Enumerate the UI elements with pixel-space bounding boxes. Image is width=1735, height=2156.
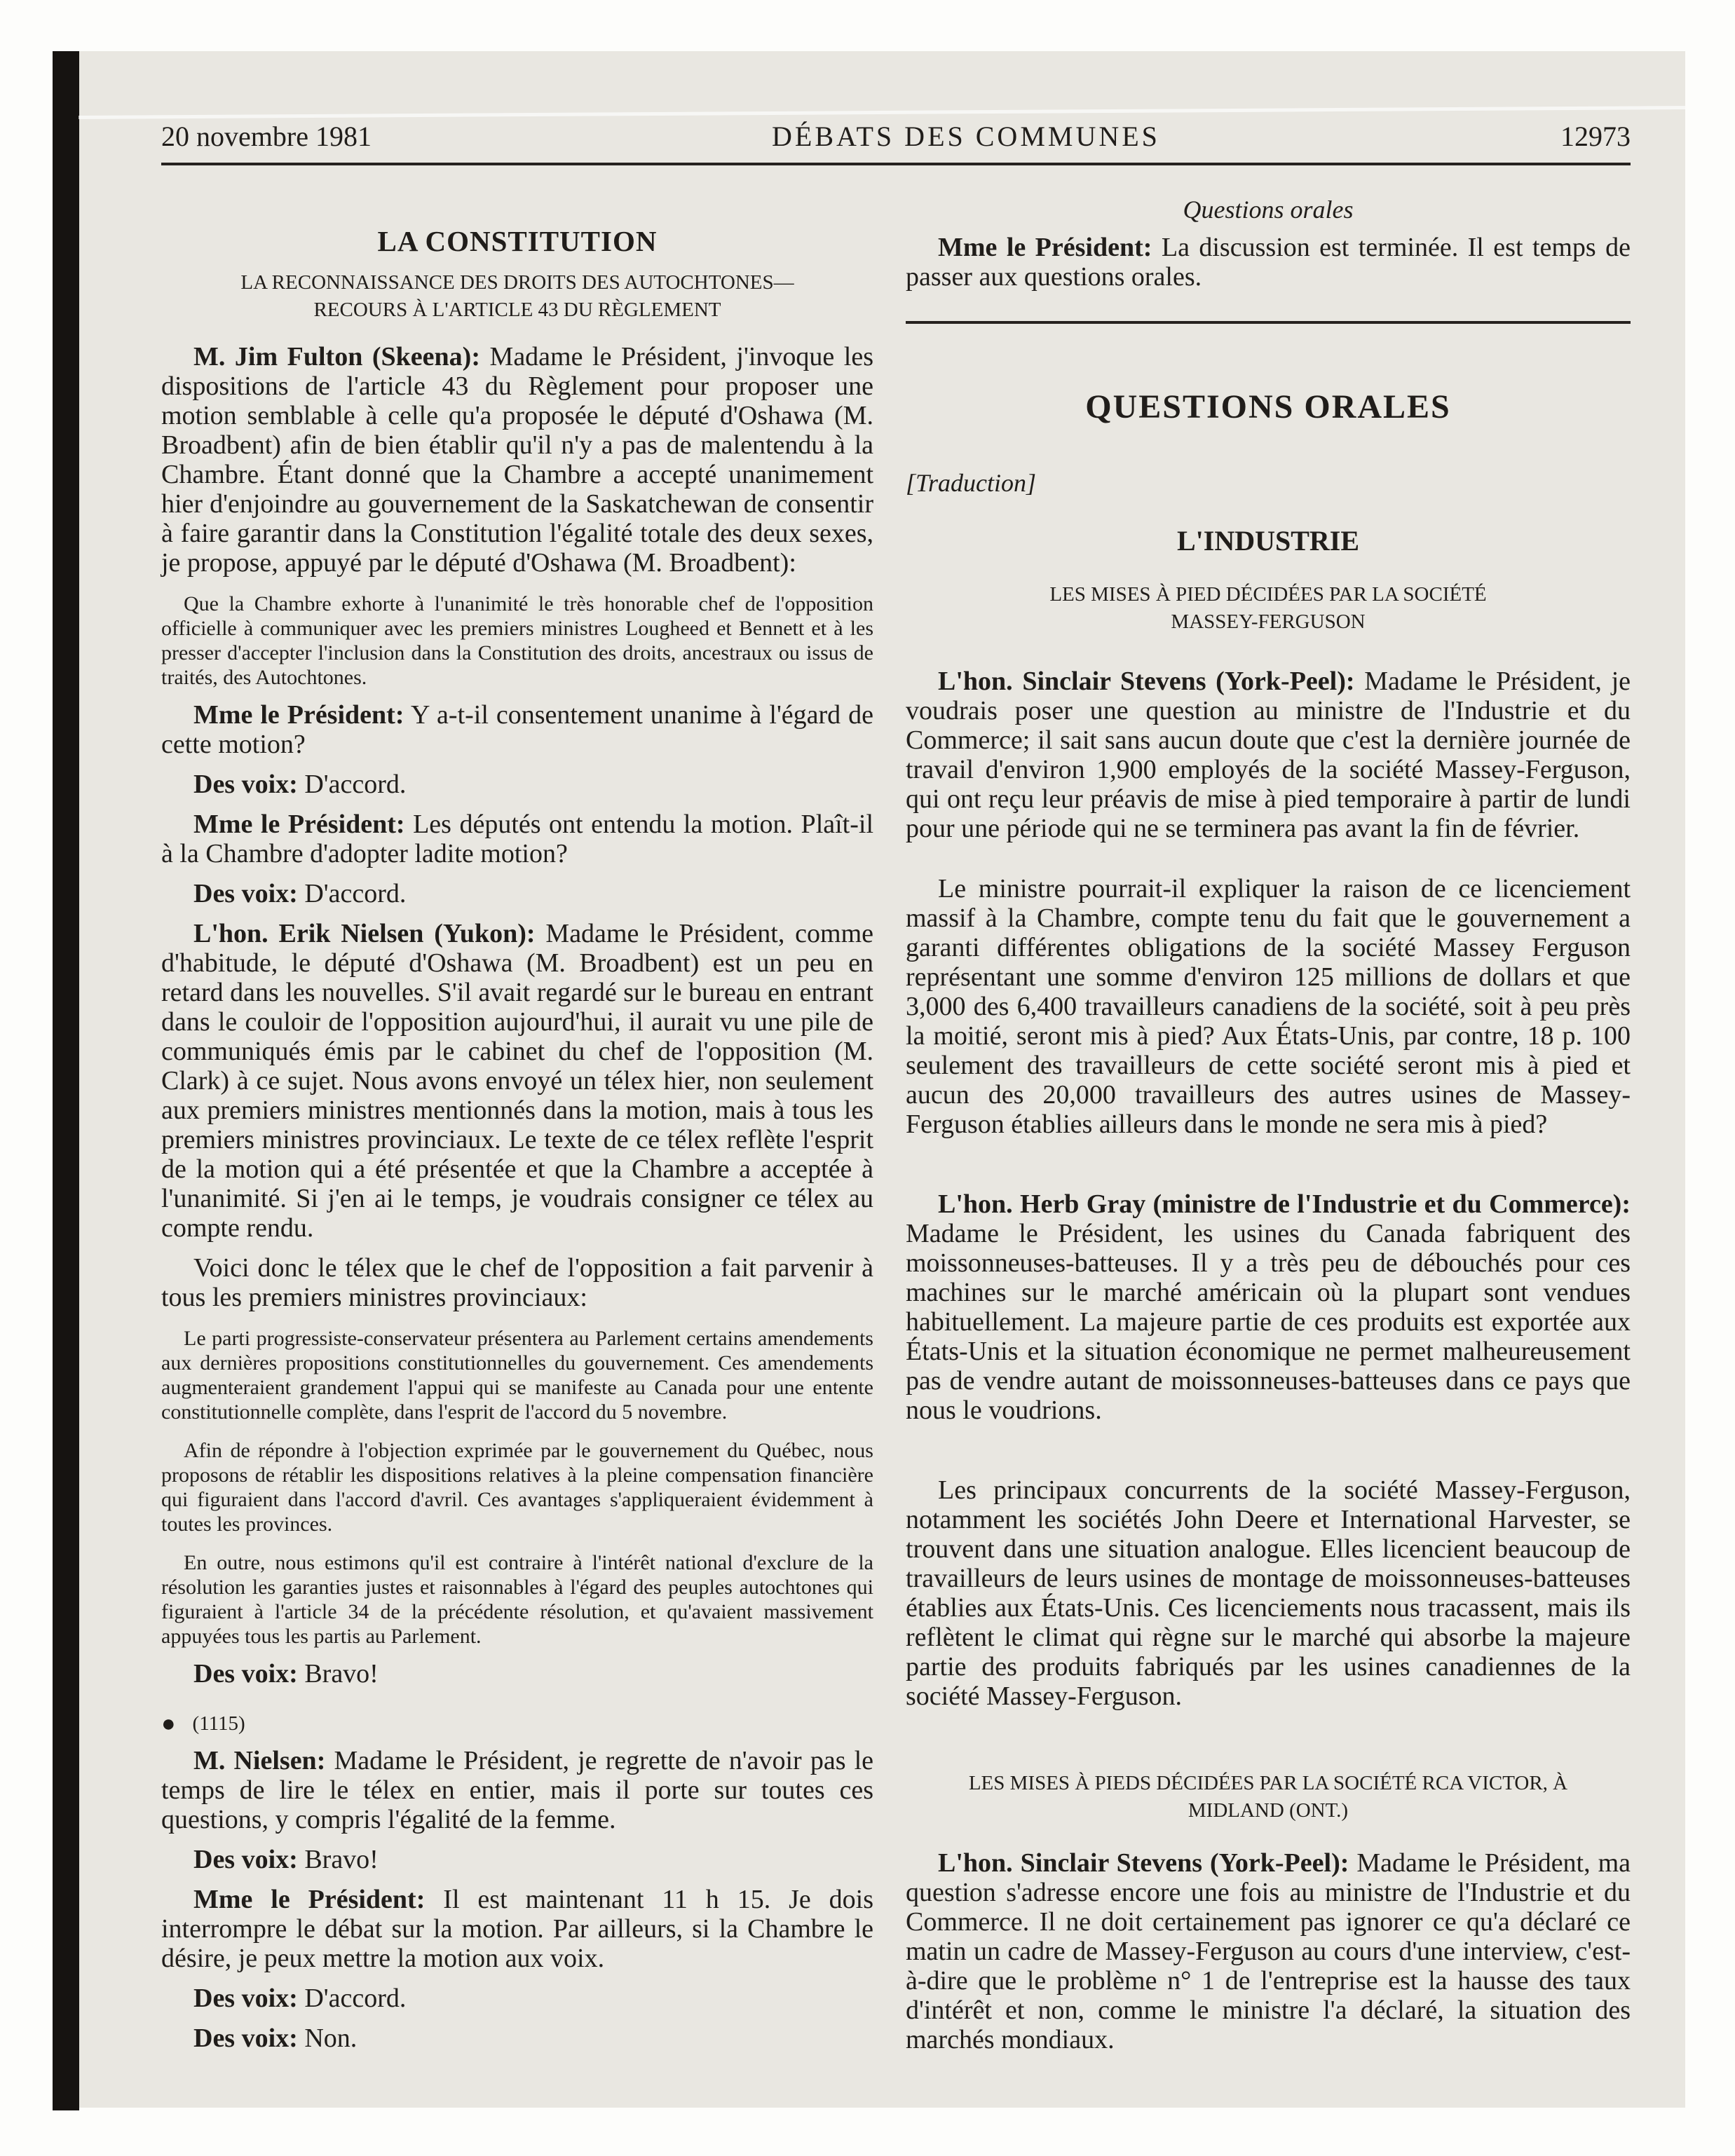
left-column xyxy=(161,195,873,2054)
header-page-number: 12973 xyxy=(1560,121,1631,152)
speaker-name: Mme le Président: xyxy=(193,1885,426,1914)
speech-paragraph xyxy=(906,1189,1631,1425)
section-subheading xyxy=(161,269,873,324)
subheading-massey-ferguson xyxy=(906,581,1631,636)
speaker-name: Des voix: xyxy=(193,2024,298,2053)
speech-paragraph xyxy=(161,1885,873,1973)
speaker-name: Des voix: xyxy=(193,770,298,799)
speech-text: Madame le Président, les usines du Canada fabriquent des moissonneuses-batteuses. Il y a très peu de débouchés pour ces machines sur le marché américain où la plupart sont vendues habituellement. La majeure partie de ces produits est exportée aux États-Unis et la situation économique ne permet malheureusement pas de vendre autant de moissonneuses-batteuses dans ce pays que nous le voudrions. xyxy=(906,1219,1631,1425)
speech-text: Les députés ont entendu la motion. Plaît-il à la Chambre d'adopter ladite motion? xyxy=(161,810,873,868)
speaker-name: Mme le Président: xyxy=(193,700,404,730)
speech-text: Madame le Président, je voudrais poser une question au ministre de l'Industrie et du Commerce; il sait sans aucun doute que c'est la dernière journée de travail d'environ 1,900 employés de la société Massey-Ferguson, qui ont reçu leur préavis de mise à pied temporaire à partir de lundi pour une période qui ne se terminera pas avant la fin de février. xyxy=(906,667,1631,843)
speech-text: D'accord. xyxy=(304,879,407,908)
speaker-name: Des voix: xyxy=(193,1845,298,1874)
speech-paragraph xyxy=(906,233,1631,292)
speech-text: Y a-t-il consentement unanime à l'égard de cette motion? xyxy=(161,700,874,759)
speech-text: Bravo! xyxy=(304,1659,379,1688)
scan-spine-bar xyxy=(53,51,79,2110)
speaker-name: Des voix: xyxy=(193,879,298,908)
speech-paragraph xyxy=(906,667,1631,843)
speech-paragraph xyxy=(161,1984,873,2013)
header-date: 20 novembre 1981 xyxy=(161,121,372,152)
speaker-name: L'hon. Erik Nielsen (Yukon): xyxy=(193,919,536,948)
speech-text: La discussion est terminée. Il est temps de passer aux questions orales. xyxy=(906,233,1631,292)
speaker-name: L'hon. Sinclair Stevens (York-Peel): xyxy=(938,1848,1349,1878)
speech-paragraph xyxy=(161,1845,873,1874)
speaker-name: Mme le Président: xyxy=(938,233,1152,262)
speaker-name: L'hon. Sinclair Stevens (York-Peel): xyxy=(938,667,1355,696)
quote-paragraph: Afin de répondre à l'objection exprimée par le gouvernement du Québec, nous proposons de rétablir les dispositions relatives à la pleine compensation financière qui figuraient dans l'accord d'avril. Ces avantages s'appliqueraient évidemment à toutes les provinces. xyxy=(161,1439,873,1536)
quote-paragraph: Le parti progressiste-conservateur présentera au Parlement certains amendements aux dernières propositions constitutionnelles du gouvernement. Ces amendements augmenteraient grandement l'appui qui se manifeste au Canada pour une entente constitutionnelle complète, dans l'esprit de l'accord du 5 novembre. xyxy=(161,1327,873,1424)
quote-paragraph: En outre, nous estimons qu'il est contraire à l'intérêt national d'exclure de la résolution les garanties justes et raisonnables à l'égard des peuples autochtones qui figuraient à l'article 34 de la précédente résolution, et qu'avaient massivement appuyées tous les partis au Parlement. xyxy=(161,1551,873,1648)
section-subheading-line2: RECOURS À L'ARTICLE 43 DU RÈGLEMENT xyxy=(313,299,721,321)
speaker-name: Mme le Président: xyxy=(193,810,405,839)
speech-paragraph xyxy=(161,810,873,868)
two-column-layout xyxy=(161,195,1631,2054)
plain-paragraph: Les principaux concurrents de la société Massey-Ferguson, notamment les sociétés John Deere et International Harvester, se trouvent dans une situation analogue. Elles licencient beaucoup de travailleurs de leurs usines de montage de moissonneuses-batteuses établies aux États-Unis. Ces licenciements nous tracassent, mais ils reflètent le climat qui règne sur le marché qui absorbe la majeure partie des produits fabriqués par les usines canadiennes de la société Massey-Ferguson. xyxy=(906,1475,1631,1711)
translation-tag: [Traduction] xyxy=(906,469,1037,497)
speaker-name: M. Jim Fulton (Skeena): xyxy=(193,342,480,371)
speech-text: Madame le Président, ma question s'adresse encore une fois au ministre de l'Industrie et du Commerce. Il ne doit certainement pas ignorer ce qu'a déclaré ce matin un cadre de Massey-Ferguson au cours d'une interview, c'est-à-dire que le problème n° 1 de l'entreprise est la hausse des taux d'intérêt et non, comme le ministre l'a déclaré, la situation des marchés mondiaux. xyxy=(906,1848,1631,2054)
speech-paragraph xyxy=(161,700,873,759)
speaker-name: Des voix: xyxy=(193,1659,298,1688)
speech-text: D'accord. xyxy=(304,1984,407,2013)
speech-paragraph xyxy=(906,1848,1631,2054)
right-column xyxy=(906,195,1631,2054)
section-heading-constitution: LA CONSTITUTION xyxy=(377,225,658,257)
speech-text: Madame le Président, j'invoque les dispositions de l'article 43 du Règlement pour proposer une motion semblable à celle qu'a proposée le député d'Oshawa (M. Broadbent) afin de bien établir qu'il n'y a pas de malentendu à la Chambre. Étant donné que la Chambre a accepté unanimement hier d'enjoindre au gouvernement de la Saskatchewan de consentir à faire garantir dans la Constitution l'égalité totale des deux sexes, je propose, appuyé par le député d'Oshawa (M. Broadbent): xyxy=(161,342,874,578)
speech-text: Madame le Président, je regrette de n'avoir pas le temps de lire le télex en entier, mais il porte sur toutes ces questions, y compris l'égalité de la femme. xyxy=(161,1746,874,1834)
speech-text: Madame le Président, comme d'habitude, le député d'Oshawa (M. Broadbent) est un peu en retard dans les nouvelles. S'il avait regardé sur le bureau en entrant dans le couloir de l'opposition aujourd'hui, il aurait vu une pile de communiqués émis par le cabinet du chef de l'opposition (M. Clark) à ce sujet. Nous avons envoyé un télex hier, non seulement aux premiers ministres mentionnés dans la motion, mais à tous les premiers ministres provinciaux. Le texte de ce télex reflète l'esprit de la motion qui a été présentée et que la Chambre a acceptée à l'unanimité. Si j'en ai le temps, je voudrais consigner ce télex au compte rendu. xyxy=(161,919,874,1243)
subheading-rca-victor xyxy=(906,1770,1631,1824)
plain-paragraph: Voici donc le télex que le chef de l'opposition a fait parvenir à tous les premiers ministres provinciaux: xyxy=(161,1253,873,1312)
section-subheading-line1: LA RECONNAISSANCE DES DROITS DES AUTOCHTONES— xyxy=(240,271,794,294)
speech-paragraph xyxy=(161,879,873,908)
plain-paragraph: Le ministre pourrait-il expliquer la raison de ce licenciement massif à la Chambre, compte tenu du fait que le gouvernement a garanti différentes obligations de la société Massey Ferguson représentant une somme d'environ 125 millions de dollars et que 3,000 des 6,400 travailleurs canadiens de la société, soit à peu près la moitié, seront mis à pied? Aux États-Unis, par contre, 18 p. 100 seulement des travailleurs de cette société seront mis à pied et aucun des 20,000 travailleurs des autres usines de Massey-Ferguson établies ailleurs dans le monde ne sera mis à pied? xyxy=(906,874,1631,1139)
page-content xyxy=(161,121,1631,2054)
timestamp-label: (1115) xyxy=(192,1712,245,1735)
subheading-line1: LES MISES À PIEDS DÉCIDÉES PAR LA SOCIÉTÉ RCA VICTOR, À xyxy=(968,1772,1568,1794)
subheading-line2: MASSEY-FERGUSON xyxy=(1171,610,1366,633)
header-title: DÉBATS DES COMMUNES xyxy=(772,121,1160,152)
timestamp-bullet-icon: ● xyxy=(161,1711,176,1737)
speaker-name: M. Nielsen: xyxy=(193,1746,326,1775)
subheading-line2: MIDLAND (ONT.) xyxy=(1188,1799,1349,1822)
running-head: Questions orales xyxy=(1183,196,1354,224)
speech-paragraph xyxy=(161,1746,873,1834)
column-gutter xyxy=(873,195,906,2054)
section-divider-rule xyxy=(906,321,1631,324)
speech-paragraph xyxy=(161,770,873,799)
speaker-name: Des voix: xyxy=(193,1984,298,2013)
speech-paragraph xyxy=(161,1659,873,1688)
quote-paragraph: Que la Chambre exhorte à l'unanimité le très honorable chef de l'opposition officielle à communiquer avec les premiers ministres Lougheed et Bennett et à les presser d'accepter l'inclusion dans la Constitution des droits, ancestraux ou issus de traités, des Autochtones. xyxy=(161,592,873,689)
speech-paragraph xyxy=(161,2024,873,2053)
timestamp-marker xyxy=(161,1712,873,1735)
speech-text: D'accord. xyxy=(304,770,407,799)
page-header xyxy=(161,121,1631,153)
header-rule xyxy=(161,163,1631,165)
speech-text: Non. xyxy=(304,2024,358,2053)
speech-paragraph xyxy=(161,919,873,1243)
main-heading-questions-orales: QUESTIONS ORALES xyxy=(1085,388,1451,425)
subheading-line1: LES MISES À PIED DÉCIDÉES PAR LA SOCIÉTÉ xyxy=(1049,583,1487,606)
speech-text: Il est maintenant 11 h 15. Je dois interrompre le débat sur la motion. Par ailleurs, si la Chambre le désire, je peux mettre la motion aux voix. xyxy=(161,1885,874,1973)
speech-paragraph xyxy=(161,342,873,578)
speaker-name: L'hon. Herb Gray (ministre de l'Industrie et du Commerce): xyxy=(938,1189,1631,1219)
speech-text: Bravo! xyxy=(304,1845,379,1874)
topic-heading-industrie: L'INDUSTRIE xyxy=(1176,525,1360,557)
